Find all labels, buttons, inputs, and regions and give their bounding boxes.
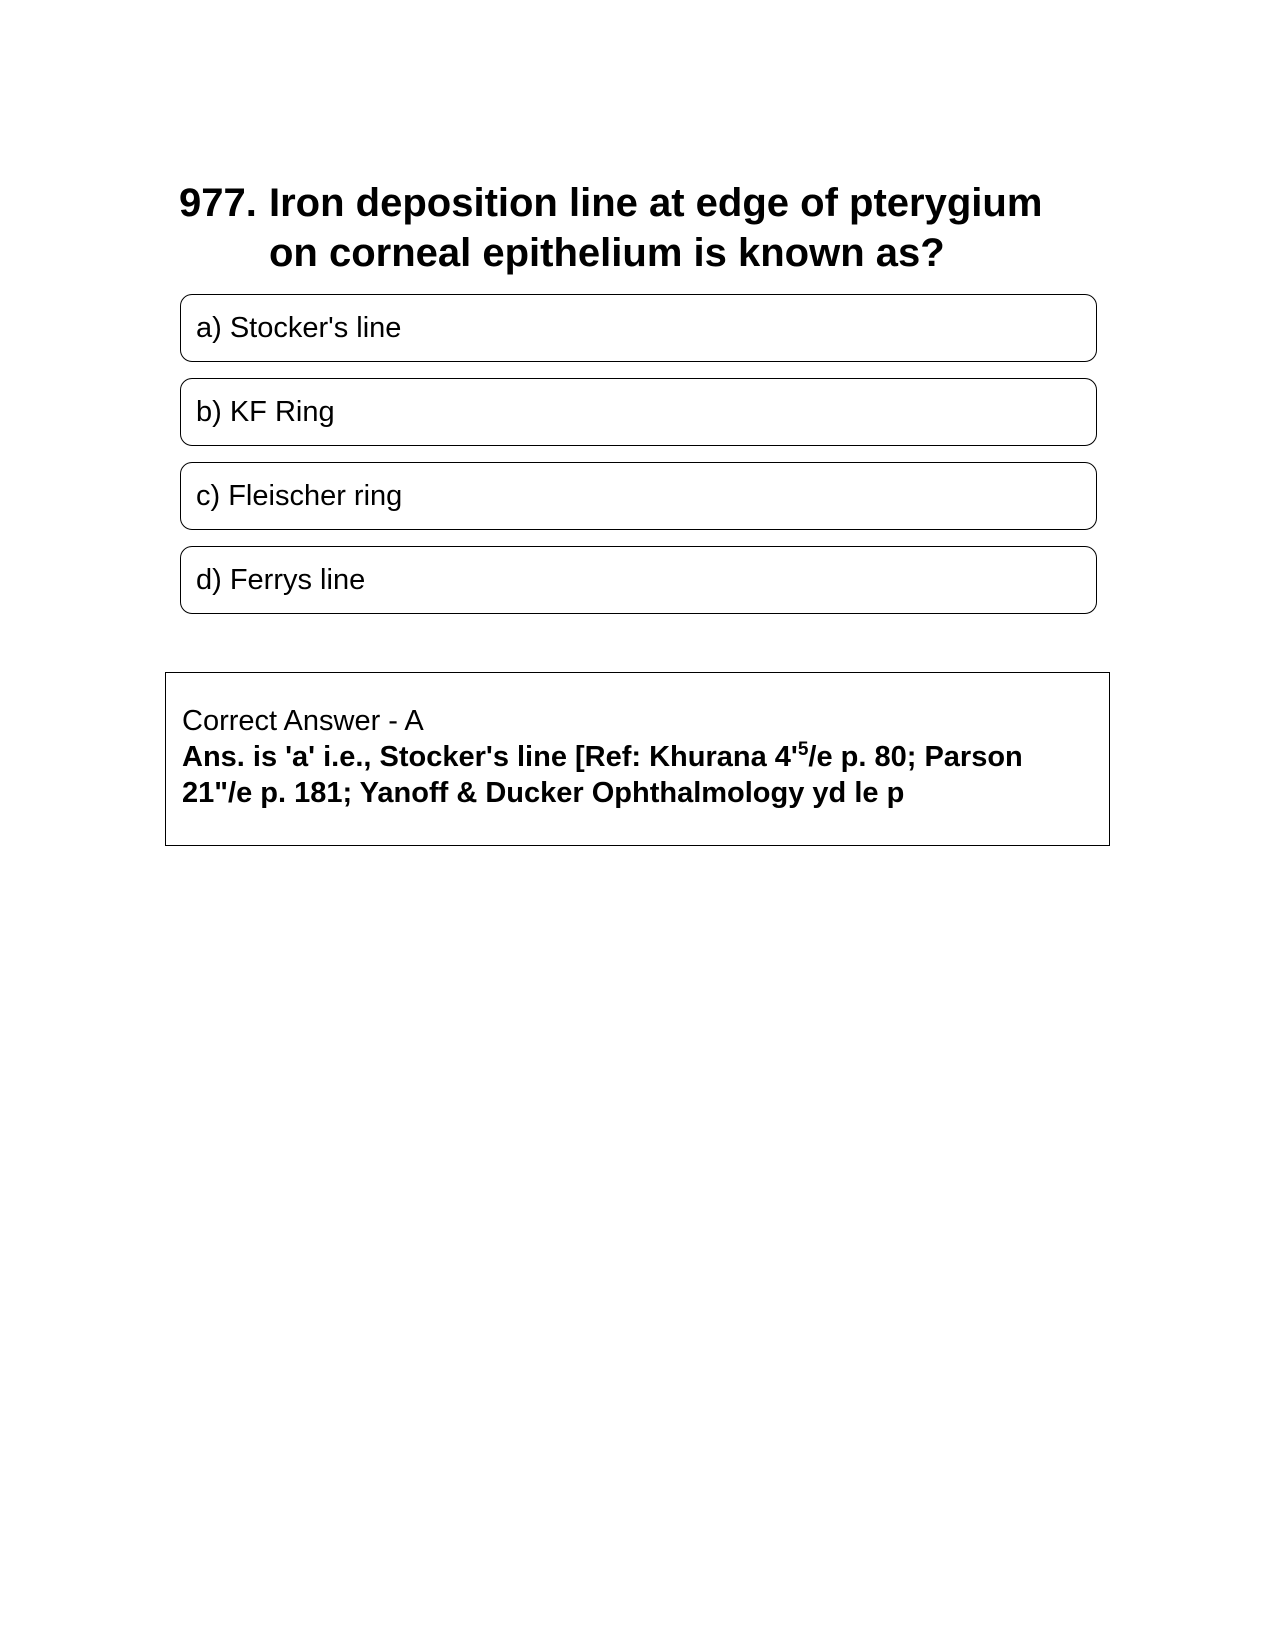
question xyxy=(179,178,1099,278)
option-d-label: d) Ferrys line xyxy=(196,564,366,596)
explanation-superscript: 5 xyxy=(797,739,809,760)
explanation-text-start: Ans. is 'a' i.e., Stocker's line [Ref: Khurana 4' xyxy=(182,741,798,773)
option-b[interactable] xyxy=(180,378,1097,446)
option-d[interactable] xyxy=(180,546,1097,614)
correct-answer: Correct Answer - A xyxy=(182,705,424,737)
option-b-label: b) KF Ring xyxy=(196,396,335,428)
answer-explanation xyxy=(182,739,1093,811)
explanation-text-end: /e p. 80; Parson 21"/e p. 181; Yanoff & Ducker Ophthalmology yd le p xyxy=(182,741,1023,809)
option-c-label: c) Fleischer ring xyxy=(196,480,403,512)
answer-box xyxy=(165,672,1110,846)
question-text: Iron deposition line at edge of pterygium on corneal epithelium is known as? xyxy=(269,181,1043,275)
option-a[interactable] xyxy=(180,294,1097,362)
option-a-label: a) Stocker's line xyxy=(196,312,402,344)
options-list xyxy=(180,294,1097,630)
question-number: 977. xyxy=(179,181,257,225)
option-c[interactable] xyxy=(180,462,1097,530)
